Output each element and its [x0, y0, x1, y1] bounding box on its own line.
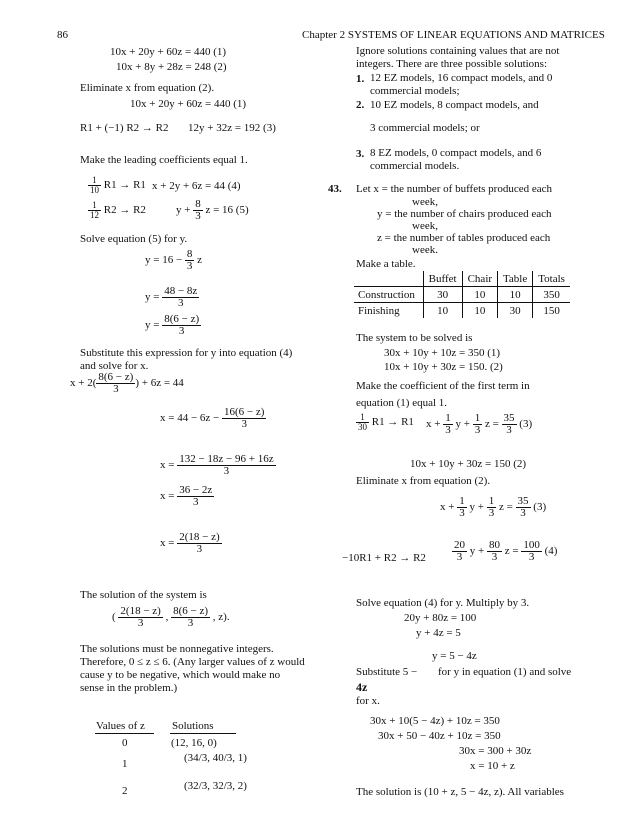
production-table — [354, 271, 570, 318]
definition: y = the number of chairs produced each — [377, 208, 552, 220]
instruction-text: Make a table. — [356, 258, 416, 270]
solution-tuple: ( $\frac{2(18 - z)}{3}$ , $\frac{8(6 - z)}{3}$ , z). — [112, 605, 230, 629]
equation-line: x = 44 − 6z − $\frac{16(6 - z)}{3}$ — [160, 406, 265, 430]
table-cell: 10 — [462, 303, 497, 319]
instruction-text: for y in equation (1) and solve — [438, 666, 572, 678]
list-item: 3 commercial models; or — [370, 122, 480, 134]
instruction-text: Solve equation (5) for y. — [80, 233, 188, 245]
table-row — [354, 287, 570, 303]
paragraph: The solutions must be nonnegative integers. Therefore, 0 ≤ z ≤ 6. (Any larger values of z would cause y to be negative, which would make no sense in the problem.) — [80, 643, 305, 694]
equation-line: 10x + 8y + 28z = 248 (2) — [116, 61, 227, 73]
list-item: 12 EZ models, 16 compact models, and 0 commercial models; — [370, 72, 553, 97]
divider — [170, 733, 236, 734]
table-cell: 350 — [543, 288, 560, 301]
row-operation: R1 + (−1) R2 → R2 — [80, 122, 169, 134]
instruction-text: Eliminate x from equation (2). — [356, 475, 491, 487]
instruction-text: Make the coefficient of the first term in equation (1) equal 1. — [356, 380, 530, 409]
paragraph: The solution is (10 + z, 5 − 4z, z). All variables — [356, 786, 564, 798]
definition: Let x = the number of buffets produced each — [356, 183, 552, 195]
list-item: 8 EZ models, 0 compact models, and 6 commercial models. — [370, 147, 542, 172]
list-number: 2. — [356, 99, 365, 111]
definition: z = the number of tables produced each — [377, 232, 551, 244]
instruction-text: Solve equation (4) for y. Multiply by 3. — [356, 597, 530, 609]
table-cell: Construction — [354, 287, 423, 303]
equation-line: y + $\frac{8}{3}$ z = 16 (5) — [176, 198, 249, 222]
row-operation: $\frac{1}{30}$ R1 → R1 — [358, 412, 414, 432]
row-operation: $\frac{1}{10}$ R1 → R1 — [90, 175, 146, 195]
instruction-text: Substitute 5 − — [356, 666, 418, 678]
table-header: Buffet — [423, 271, 462, 287]
equation-line: y = $\frac{48 - 8z}{3}$ — [145, 285, 198, 309]
equation-line: 10x + 20y + 60z = 440 (1) — [110, 46, 227, 58]
instruction-text: Make the leading coefficients equal 1. — [80, 154, 248, 166]
table-cell: 10 — [498, 287, 533, 303]
page-number: 86 — [57, 29, 68, 41]
table-cell: 1 — [122, 758, 128, 770]
equation-line: 10x + 10y + 30z = 150. (2) — [384, 361, 503, 373]
table-header — [354, 271, 423, 287]
table-cell: (12, 16, 0) — [171, 737, 217, 749]
definition: week, — [412, 220, 438, 232]
equation-line: 10x + 10y + 30z = 150 (2) — [410, 458, 527, 470]
instruction-text: Eliminate x from equation (2). — [80, 82, 215, 94]
problem-number: 43. — [328, 183, 342, 195]
instruction-text: Substitute this expression for y into equation (4) and solve for x. — [80, 347, 293, 372]
equation-line: 10x + 20y + 60z = 440 (1) — [130, 98, 247, 110]
equation-line: x + $\frac{1}{3}$ y + $\frac{1}{3}$ z = $\frac{35}{3}$ (3) — [440, 495, 547, 519]
table-cell: 10 — [462, 287, 497, 303]
instruction-text: for x. — [356, 695, 380, 707]
equation-line: 30x = 300 + 30z — [459, 745, 532, 757]
equation-line: 30x + 10(5 − 4z) + 10z = 350 — [370, 715, 500, 727]
equation-line: 20y + 80z = 100 — [404, 612, 477, 624]
equation-line: 30x + 50 − 40z + 10z = 350 — [378, 730, 501, 742]
equation-line: x + 2( $\frac{8(6 - z)}{3}$ ) + 6z = 44 — [70, 371, 184, 395]
table-cell: 0 — [122, 737, 128, 749]
table-header: Totals — [533, 271, 570, 287]
chapter-title: Chapter 2 SYSTEMS OF LINEAR EQUATIONS AND MATRICES — [302, 29, 605, 41]
table-cell: 150 — [533, 303, 570, 319]
definition: week, — [412, 196, 438, 208]
table-cell: (32/3, 32/3, 2) — [184, 780, 247, 792]
paragraph: Ignore solutions containing values that are not integers. There are three possible solutions: — [356, 45, 560, 70]
table-cell: Finishing — [354, 303, 423, 319]
table-header-z: Values of z — [96, 720, 145, 732]
equation-line: x = $\frac{132 - 18z - 96 + 16z}{3}$ — [160, 453, 274, 477]
equation-line: y + 4z = 5 — [416, 627, 461, 639]
divider — [95, 733, 154, 734]
instruction-text: The system to be solved is — [356, 332, 473, 344]
list-number: 1. — [356, 73, 365, 85]
table-header: Table — [498, 271, 533, 287]
equation-line: x = 10 + z — [470, 760, 515, 772]
equation-line: y = $\frac{8(6 - z)}{3}$ — [145, 313, 200, 337]
table-cell: 2 — [122, 785, 128, 797]
equation-line: x + $\frac{1}{3}$ y + $\frac{1}{3}$ z = $\frac{35}{3}$ (3) — [426, 412, 533, 436]
instruction-text: 4z — [356, 680, 368, 694]
equation-line: 12y + 32z = 192 (3) — [188, 122, 276, 134]
row-operation: −10R1 + R2 → R2 — [342, 552, 426, 564]
table-header-solutions: Solutions — [172, 720, 214, 732]
equation-line: 30x + 10y + 10z = 350 (1) — [384, 347, 501, 359]
equation-line: x + 2y + 6z = 44 (4) — [152, 180, 241, 192]
table-header: Chair — [462, 271, 497, 287]
table-cell: 10 — [423, 303, 462, 319]
table-cell: (34/3, 40/3, 1) — [184, 752, 247, 764]
equation-line: y = 16 − $\frac{8}{3}$ z — [145, 248, 203, 272]
list-number: 3. — [356, 148, 365, 160]
row-operation: $\frac{1}{12}$ R2 → R2 — [90, 200, 146, 220]
definition: week. — [412, 244, 438, 256]
table-row — [354, 303, 570, 319]
table-cell: 30 — [423, 287, 462, 303]
equation-line: $\frac{20}{3}$ y + $\frac{80}{3}$ z = $\frac{100}{3}$ (4) — [454, 539, 558, 563]
equation-line: x = $\frac{2(18 - z)}{3}$ — [160, 531, 220, 555]
instruction-text: The solution of the system is — [80, 589, 207, 601]
table-cell: 30 — [498, 303, 533, 319]
equation-line: y = 5 − 4z — [432, 650, 477, 662]
list-item: 10 EZ models, 8 compact models, and — [370, 99, 539, 111]
equation-line: x = $\frac{36 - 2z}{3}$ — [160, 484, 213, 508]
